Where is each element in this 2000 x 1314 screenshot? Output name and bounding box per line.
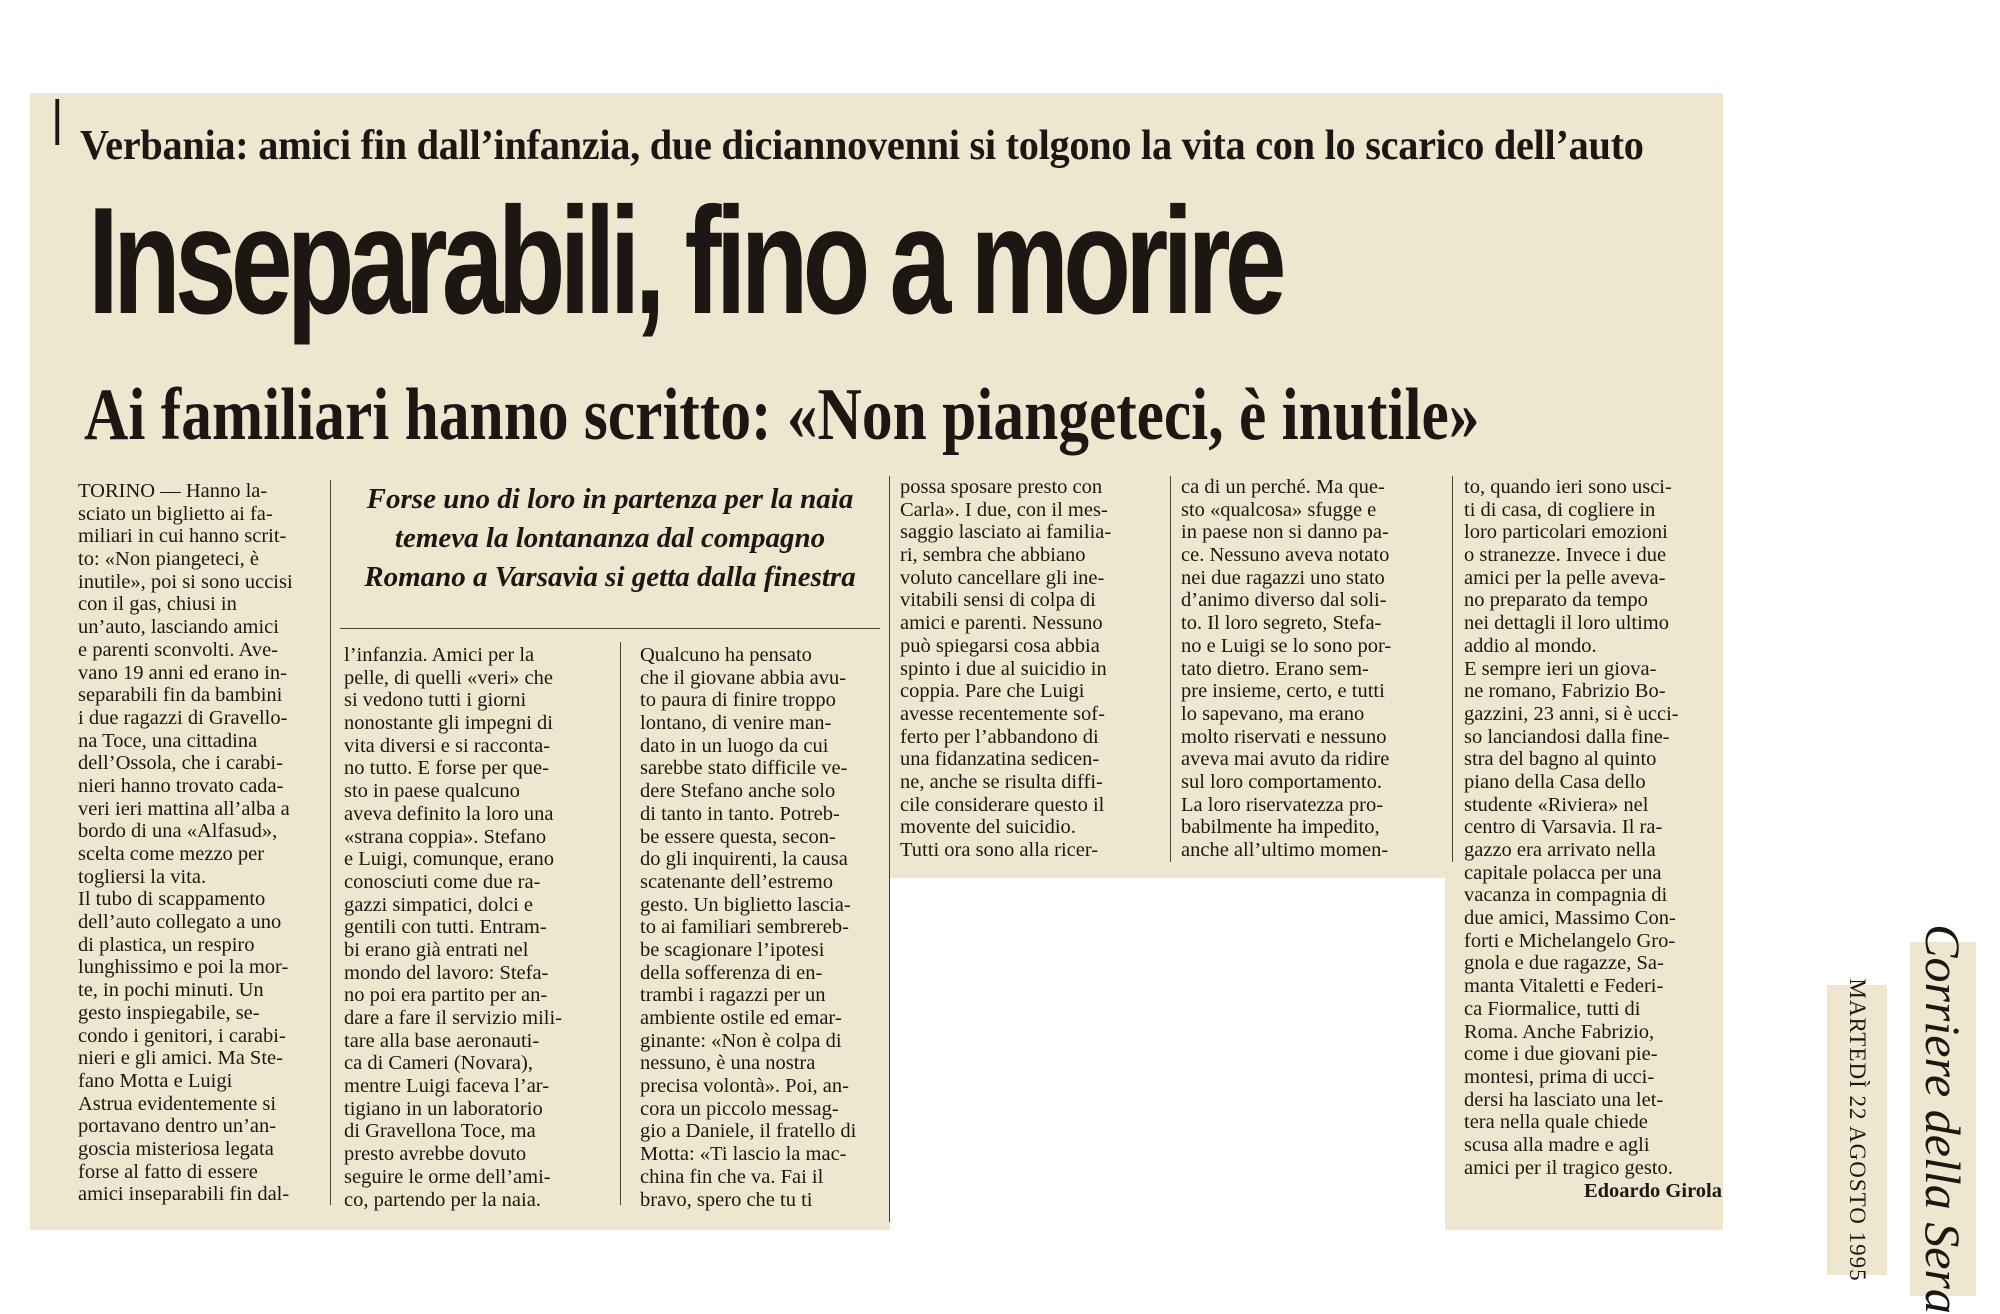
text-line: gesto inspiegabile, se- — [78, 1001, 260, 1024]
article-column-4 — [900, 476, 1154, 862]
text-line: i due ragazzi di Gravello- — [78, 706, 288, 729]
text-line: nei dettagli il loro ultimo — [1464, 612, 1669, 635]
text-line: precisa volontà». Poi, an- — [640, 1075, 849, 1098]
text-line: montesi, prima di ucci- — [1464, 1065, 1655, 1088]
text-line: no e Luigi se lo sono por- — [1181, 634, 1392, 657]
text-line: con il gas, chiusi in — [78, 593, 237, 616]
date-text: MARTEDÌ 22 AGOSTO 1995 — [1845, 978, 1870, 1282]
text-line: e parenti sconvolti. Ave- — [78, 638, 279, 661]
column-rule — [620, 642, 621, 1205]
text-line: vita diversi e si racconta- — [344, 734, 551, 757]
text-line: di Gravellona Toce, ma — [344, 1120, 536, 1143]
text-line: tigiano in un laboratorio — [344, 1097, 543, 1120]
text-line: stra del bagno al quinto — [1464, 748, 1657, 771]
text-line: anche all’ultimo momen- — [1181, 839, 1389, 861]
text-line: portavano dentro un’an- — [78, 1115, 277, 1138]
text-line: fano Motta e Luigi — [78, 1069, 233, 1092]
text-line: pre insieme, certo, e tutti — [1181, 680, 1385, 703]
text-line: ti di casa, di cogliere in — [1464, 498, 1656, 521]
text-line: forse al fatto di essere — [78, 1160, 258, 1183]
text-line: ne romano, Fabrizio Bo- — [1464, 680, 1666, 703]
text-line: saggio lasciato ai familia- — [900, 521, 1112, 544]
date-label — [1827, 978, 1887, 1282]
text-line: sto in paese qualcuno — [344, 780, 520, 803]
text-line: ri, sembra che abbiano — [900, 544, 1086, 567]
text-line: bravo, spero che tu ti — [640, 1188, 813, 1211]
text-line: no poi era partito per an- — [344, 984, 548, 1007]
text-line: E sempre ieri un giova- — [1464, 657, 1657, 680]
masthead-text: Corriere della Sera — [1915, 924, 1971, 1314]
text-line: ce. Nessuno aveva notato — [1181, 544, 1390, 567]
text-line: sciato un biglietto ai fa- — [78, 502, 273, 525]
text-line: dere Stefano anche solo — [640, 780, 836, 803]
text-line: scusa alla madre e agli — [1464, 1133, 1650, 1156]
text-line: presto avrebbe dovuto — [344, 1143, 527, 1166]
text-line: d’animo diverso dal soli- — [1181, 589, 1387, 612]
text-line: di plastica, un respiro — [78, 933, 255, 956]
text-line: amici inseparabili fin dal- — [78, 1183, 290, 1206]
text-line: La loro riservatezza pro- — [1181, 793, 1384, 816]
text-line: pelle, di quelli «veri» che — [344, 666, 553, 689]
text-line: gnola e due ragazze, Sa- — [1464, 952, 1664, 975]
text-line: tera nella quale chiede — [1464, 1111, 1648, 1134]
text-line: separabili fin da bambini — [78, 684, 283, 707]
text-line: si vedono tutti i giorni — [344, 689, 527, 712]
text-line: so lanciandosi dalla fine- — [1464, 725, 1670, 748]
text-line: amici per la pelle aveva- — [1464, 566, 1666, 589]
text-line: mondo del lavoro: Stefa- — [344, 961, 549, 984]
text-line: un’auto, lasciando amici — [78, 616, 279, 639]
text-line: china fin che va. Fai il — [640, 1165, 824, 1188]
subhead-line: Romano a Varsavia si getta dalla finestra — [364, 561, 856, 593]
text-line: movente del suicidio. — [900, 816, 1076, 839]
text-line: gazzini, 23 anni, si è ucci- — [1464, 702, 1679, 725]
text-line: aveva definito la loro una — [344, 802, 554, 825]
article-byline: Edoardo Girola — [1583, 1180, 1722, 1202]
text-line: seguire le orme dell’ami- — [344, 1165, 551, 1188]
text-line: trambi i ragazzi per un — [640, 984, 826, 1007]
text-line: manta Vitaletti e Federi- — [1464, 975, 1664, 998]
column-rule — [1170, 476, 1171, 862]
masthead-label — [1910, 924, 1976, 1314]
column-rule — [330, 480, 331, 1205]
text-line: dare a fare il servizio mili- — [344, 1007, 562, 1029]
text-line: vano 19 anni ed erano in- — [78, 661, 287, 684]
text-line: loro particolari emozioni — [1464, 521, 1668, 544]
text-line: lontano, di venire man- — [640, 712, 832, 735]
text-line: capitale polacca per una — [1464, 861, 1662, 884]
text-line: nieri hanno trovato cada- — [78, 774, 284, 797]
text-line: conosciuti come due ra- — [344, 870, 541, 893]
text-line: goscia misteriosa legata — [78, 1137, 274, 1160]
subhead-line: temeva la lontananza dal compagno — [394, 522, 826, 554]
column-rule — [889, 476, 890, 1222]
text-line: no preparato da tempo — [1464, 589, 1648, 612]
text-line: tato dietro. Erano sem- — [1181, 657, 1369, 680]
text-line: vacanza in compagnia di — [1464, 884, 1668, 907]
text-line: ca di un perché. Ma que- — [1181, 476, 1385, 498]
text-line: vitabili sensi di colpa di — [900, 589, 1096, 612]
article-headline: Inseparabili, fino a morire — [88, 176, 1281, 346]
text-line: amici per il tragico gesto. — [1464, 1156, 1673, 1179]
text-line: babilmente ha impedito, — [1181, 816, 1380, 839]
text-line: lunghissimo e poi la mor- — [78, 956, 289, 979]
text-line: lo sapevano, ma erano — [1181, 702, 1365, 725]
text-line: forti e Michelangelo Gro- — [1464, 929, 1676, 952]
text-line: to. Il loro segreto, Stefa- — [1181, 612, 1382, 635]
article-kicker: Verbania: amici fin dall’infanzia, due diciannovenni si tolgono la vita con lo scarico dell’auto — [80, 123, 1644, 169]
text-line: do gli inquirenti, la causa — [640, 848, 848, 871]
text-line: due amici, Massimo Con- — [1464, 907, 1676, 930]
text-line: Astrua evidentemente si — [78, 1092, 277, 1115]
text-line: piano della Casa dello — [1464, 770, 1646, 793]
text-line: Tutti ora sono alla ricer- — [900, 839, 1099, 861]
text-line: centro di Varsavia. Il ra- — [1464, 816, 1663, 839]
text-line: studente «Riviera» nel — [1464, 793, 1649, 816]
text-line: cile considerare questo il — [900, 793, 1105, 816]
text-line: cora un piccolo messag- — [640, 1097, 839, 1120]
text-line: in paese non si danno pa- — [1181, 521, 1389, 544]
text-line: togliersi la vita. — [78, 865, 207, 888]
text-line: inutile», poi si sono uccisi — [78, 570, 293, 593]
text-line: «strana coppia». Stefano — [344, 825, 547, 848]
text-line: Roma. Anche Fabrizio, — [1464, 1020, 1655, 1043]
text-line: na Toce, una cittadina — [78, 729, 258, 752]
text-line: di tanto in tanto. Potreb- — [640, 802, 840, 825]
text-line: addio al mondo. — [1464, 634, 1597, 657]
text-line: dersi ha lasciato una let- — [1464, 1088, 1664, 1111]
text-line: avesse recentemente sof- — [900, 702, 1105, 725]
text-line: che il giovane abbia avu- — [640, 666, 847, 689]
text-line: voluto cancellare gli ine- — [900, 566, 1105, 589]
text-line: spinto i due al suicidio in — [900, 657, 1107, 680]
text-line: tare alla base aeronauti- — [344, 1029, 540, 1052]
article-column-5 — [1181, 476, 1437, 862]
text-line: ne, anche se risulta diffi- — [900, 770, 1103, 793]
text-line: della sofferenza di en- — [640, 961, 823, 984]
text-line: nieri e gli amici. Ma Ste- — [78, 1047, 283, 1070]
text-line: amici e parenti. Nessuno — [900, 612, 1103, 635]
text-line: Il tubo di scappamento — [78, 888, 266, 911]
article-column-2 — [344, 644, 594, 1211]
text-line: mentre Luigi faceva l’ar- — [344, 1075, 550, 1098]
text-line: nonostante gli impegni di — [344, 712, 553, 735]
text-line: nei due ragazzi uno stato — [1181, 566, 1385, 589]
text-line: ambiente ostile ed emar- — [640, 1007, 842, 1029]
text-line: veri ieri mattina all’alba a — [78, 797, 290, 820]
text-line: gazzi simpatici, dolci e — [344, 893, 533, 916]
text-line: dell’auto collegato a uno — [78, 911, 282, 934]
text-line: molto riservati e nessuno — [1181, 725, 1387, 748]
text-line: ca Fiormalice, tutti di — [1464, 997, 1641, 1020]
text-line: possa sposare presto con — [900, 476, 1103, 498]
text-line: come i due giovani pie- — [1464, 1043, 1658, 1066]
text-line: Motta: «Ti lascio la mac- — [640, 1143, 847, 1166]
text-line: TORINO — Hanno la- — [78, 480, 268, 502]
text-line: coppia. Pare che Luigi — [900, 680, 1085, 703]
margin-pencil-mark: ❘ — [38, 93, 77, 144]
text-line: miliari in cui hanno scrit- — [78, 525, 287, 548]
text-line: ferto per l’abbandono di — [900, 725, 1099, 748]
text-line: gesto. Un biglietto lascia- — [640, 893, 851, 916]
text-line: ca di Cameri (Novara), — [344, 1052, 533, 1075]
text-line: gazzo era arrivato nella — [1464, 839, 1656, 861]
text-line: be essere questa, secon- — [640, 825, 836, 848]
text-line: sul loro comportamento. — [1181, 770, 1382, 793]
text-line: aveva mai avuto da ridire — [1181, 748, 1390, 771]
text-line: scelta come mezzo per — [78, 843, 265, 865]
text-line: nessuno, è una nostra — [640, 1052, 816, 1075]
text-line: Qualcuno ha pensato — [640, 644, 812, 666]
text-line: bordo di una «Alfasud», — [78, 820, 278, 843]
text-line: no tutto. E forse per que- — [344, 757, 549, 780]
text-line: o stranezze. Invece i due — [1464, 544, 1667, 567]
text-line: to ai familiari sembrereb- — [640, 916, 849, 939]
text-line: bi erano già entrati nel — [344, 938, 529, 961]
text-line: te, in pochi minuti. Un — [78, 979, 264, 1002]
text-line: scatenante dell’estremo — [640, 870, 833, 893]
text-line: una fidanzatina sedicen- — [900, 748, 1100, 771]
text-line: e Luigi, comunque, erano — [344, 848, 555, 871]
text-line: condo i genitori, i carabi- — [78, 1024, 286, 1047]
text-line: be scagionare l’ipotesi — [640, 938, 825, 961]
article-column-6 — [1464, 476, 1722, 1179]
article-column-1 — [78, 480, 316, 1206]
article-column-3 — [640, 644, 880, 1211]
text-line: gio a Daniele, il fratello di — [640, 1120, 857, 1143]
text-line: dato in un luogo da cui — [640, 734, 829, 757]
text-line: può spiegarsi cosa abbia — [900, 634, 1100, 657]
text-line: dell’Ossola, che i carabi- — [78, 752, 283, 775]
text-line: ginante: «Non è colpa di — [640, 1029, 842, 1052]
text-line: Carla». I due, con il mes- — [900, 498, 1108, 521]
text-line: l’infanzia. Amici per la — [344, 644, 535, 666]
article-subhead — [340, 480, 880, 597]
text-line: to, quando ieri sono usci- — [1464, 476, 1672, 498]
subhead-line: Forse uno di loro in partenza per la naia — [366, 483, 854, 515]
column-rule — [1452, 476, 1453, 862]
text-line: sto «qualcosa» sfugge e — [1181, 498, 1377, 521]
subhead-rule — [340, 628, 880, 629]
text-line: co, partendo per la naia. — [344, 1188, 541, 1211]
article-deck: Ai familiari hanno scritto: «Non piangeteci, è inutile» — [84, 374, 1480, 456]
text-line: gentili con tutti. Entram- — [344, 916, 547, 939]
text-line: to paura di finire troppo — [640, 689, 836, 712]
text-line: to: «Non piangeteci, è — [78, 548, 260, 571]
text-line: sarebbe stato difficile ve- — [640, 757, 848, 780]
